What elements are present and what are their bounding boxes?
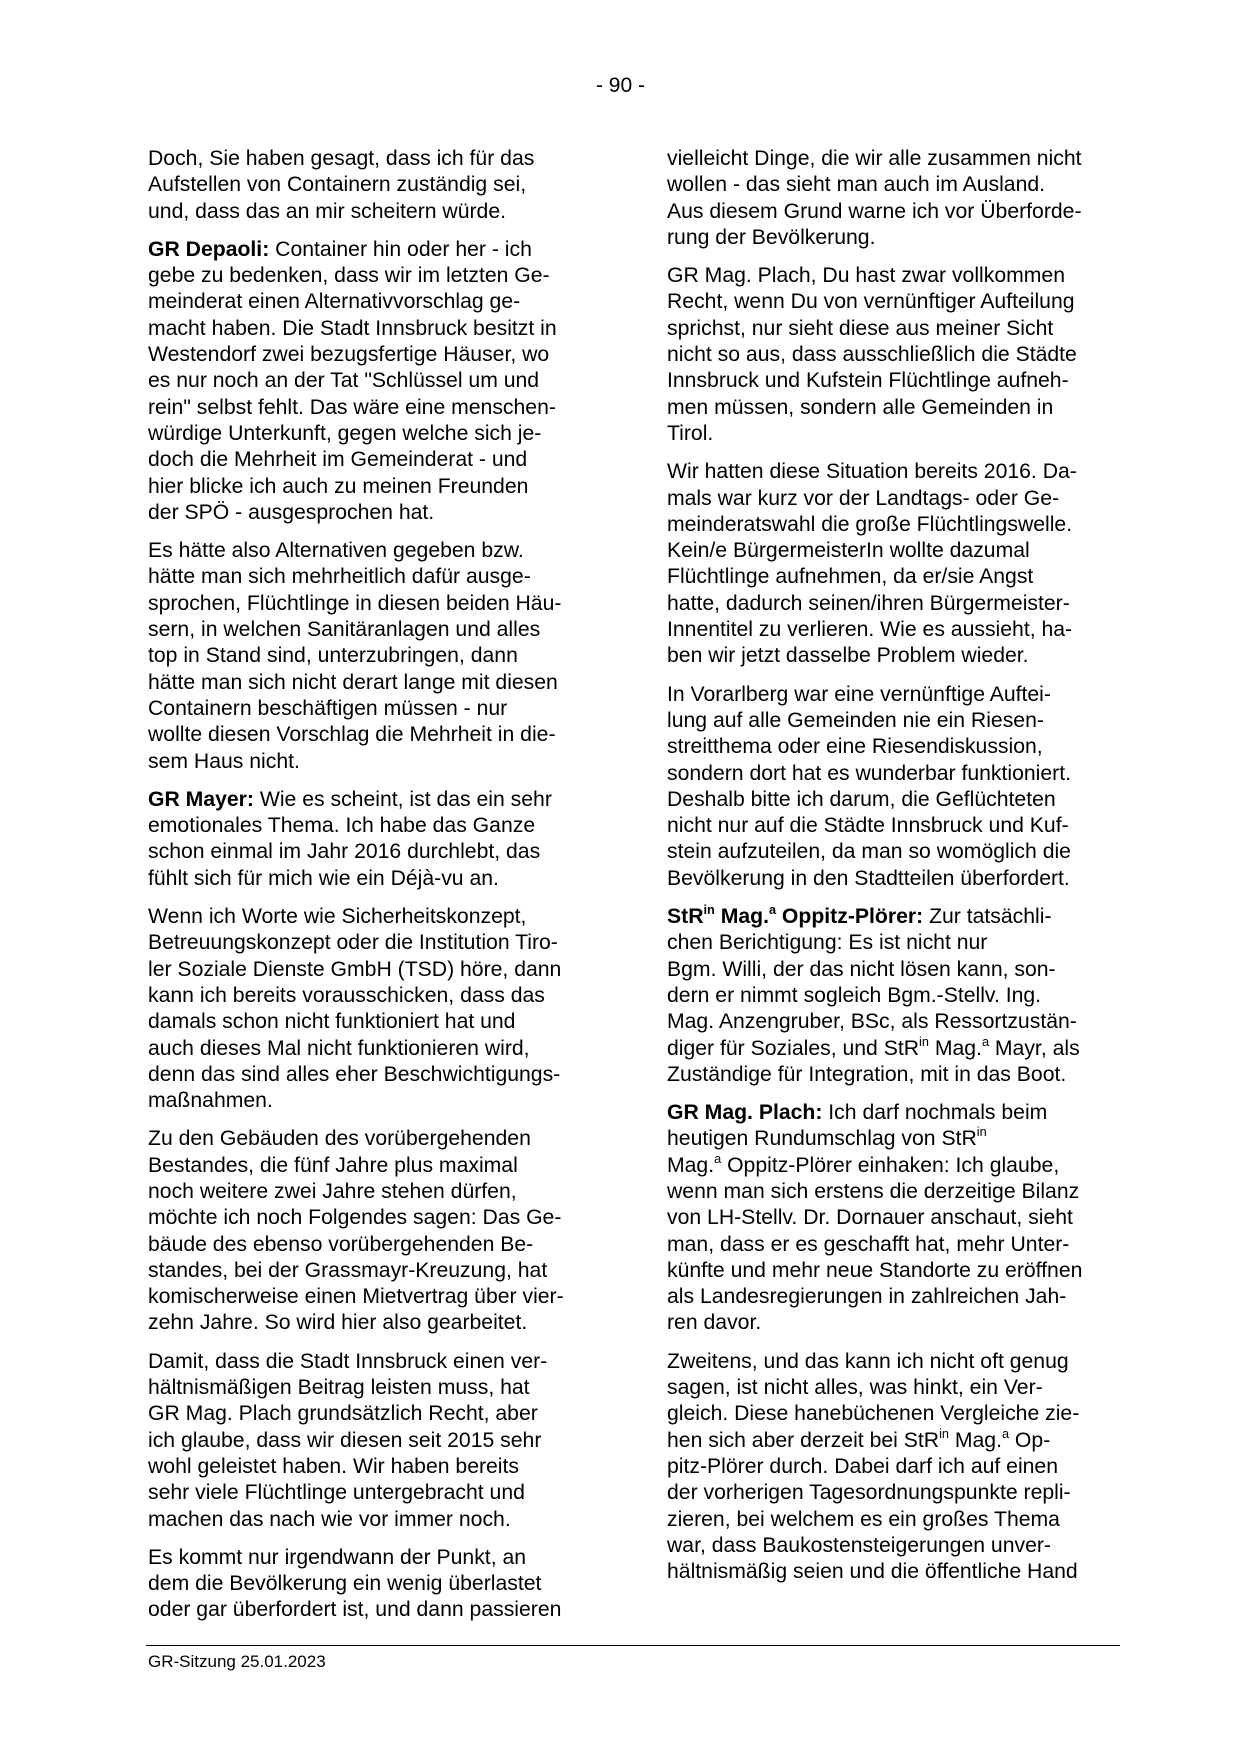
superscript: a bbox=[981, 1033, 990, 1049]
text: Mag. bbox=[948, 1428, 1002, 1452]
text: Zweitens, und das kann ich nicht oft genug sagen, ist nicht alles, was hinkt, ein Ver- gleich. Diese hanebüchenen Vergleiche zie- hen sich aber derzeit bei StR bbox=[667, 1349, 1080, 1452]
paragraph bbox=[148, 1126, 601, 1336]
text: Container hin oder her - ich gebe zu bedenken, dass wir im letzten Ge- meinderat einen Alternativvorschlag ge- macht haben. Die Stadt Innsbruck besitzt in Westendorf zwei bezugsfertige Häuser, wo es nur noch an der Tat "Schlüssel um und rein" selbst fehlt. Das wäre eine menschen- würdige Unterkunft, gegen welche sich je- doch die Mehrheit im Gemeinderat - und hier blicke ich auch zu meinen Freunden der SPÖ - ausgesprochen hat. bbox=[148, 237, 557, 524]
speaker-surname: Oppitz-Plörer: bbox=[776, 905, 924, 929]
text: Oppitz-Plörer einhaken: Ich glaube, wenn man sich erstens die derzeitige Bilanz von LH-Stellv. Dr. Dornauer anschaut, sieht man, dass er es geschafft hat, mehr Unter- künfte und mehr neue Standorte zu eröffnen als Landesregierungen in zahlreichen Jah- ren davor. bbox=[667, 1153, 1083, 1335]
speaker-title: StR bbox=[667, 905, 704, 929]
superscript: a bbox=[768, 902, 777, 918]
paragraph bbox=[667, 146, 1120, 251]
paragraph bbox=[148, 787, 601, 892]
paragraph bbox=[148, 237, 601, 526]
paragraph bbox=[667, 1349, 1120, 1586]
speaker-title: Mag. bbox=[714, 905, 769, 929]
text: Zur tatsächli- chen Berichtigung: Es ist nicht nur Bgm. Willi, der das nicht lösen kann, son- dern er nimmt sogleich Bgm.-Stellv. Ing. Mag. Anzengruber, BSc, als Ressortzustän- diger für Soziales, und StR bbox=[667, 905, 1077, 1060]
text: Mag. bbox=[667, 1153, 715, 1177]
footer-divider bbox=[146, 1645, 1120, 1646]
right-column bbox=[667, 146, 1120, 1597]
paragraph bbox=[667, 1100, 1120, 1337]
text: vielleicht Dinge, die wir alle zusammen nicht wollen - das sieht man auch im Ausland. Aus diesem Grund warne ich vor Überforde- rung der Bevölkerung. bbox=[667, 147, 1082, 249]
speaker-name: GR Mag. Plach: bbox=[667, 1101, 823, 1125]
paragraph bbox=[667, 263, 1120, 447]
text: Mayr, als Zuständige für Integration, mit in das Boot. bbox=[667, 1036, 1080, 1086]
footer-text: GR-Sitzung 25.01.2023 bbox=[148, 1652, 326, 1671]
superscript: in bbox=[939, 1425, 949, 1441]
text: In Vorarlberg war eine vernünftige Auftei- lung auf alle Gemeinden nie ein Riesen- streitthema oder eine Riesendiskussion, sondern dort hat es wunderbar funktioniert. Deshalb bitte ich darum, die Geflüchteten nicht nur auf die Städte Innsbruck und Kuf- stein aufzuteilen, da man so womöglich die Bevölkerung in den Stadtteilen überfordert. bbox=[667, 682, 1071, 890]
text: Wie es scheint, ist das ein sehr emotionales Thema. Ich habe das Ganze schon einmal im Jahr 2016 durchlebt, das fühlt sich für mich wie ein Déjà-vu an. bbox=[148, 787, 552, 890]
text: Ich darf nochmals beim heutigen Rundumschlag von StR bbox=[667, 1101, 1048, 1151]
superscript: in bbox=[919, 1033, 929, 1049]
speaker-name bbox=[667, 902, 924, 929]
text: Damit, dass die Stadt Innsbruck einen ver- hältnismäßigen Beitrag leisten muss, hat GR Mag. Plach grundsätzlich Recht, aber ich glaube, dass wir diesen seit 2015 sehr wohl geleistet haben. Wir haben bereits sehr viele Flüchtlinge untergebracht und machen das nach wie vor immer noch. bbox=[148, 1349, 548, 1531]
text: Wir hatten diese Situation bereits 2016. Da- mals war kurz vor der Landtags- oder Ge- meinderatswahl die große Flüchtlingswelle. Kein/e BürgermeisterIn wollte dazumal Flüchtlinge aufnehmen, da er/sie Angst hatte, dadurch seinen/ihren Bürgermeister- Innentitel zu verlieren. Wie es aussieht, ha- ben wir jetzt dasselbe Problem wieder. bbox=[667, 460, 1077, 668]
paragraph bbox=[148, 904, 601, 1114]
text: Op- pitz-Plörer durch. Dabei darf ich auf einen der vorherigen Tagesordnungspunkte repli- zieren, bei welchem es ein großes Thema war, dass Baukostensteigerungen unver- hältnismäßig seien und die öffentliche Hand bbox=[667, 1428, 1078, 1584]
text: GR Mag. Plach, Du hast zwar vollkommen Recht, wenn Du von vernünftiger Aufteilung sprichst, nur sieht diese aus meiner Sicht nicht so aus, dass ausschließlich die Städte Innsbruck und Kufstein Flüchtlinge aufneh- men müssen, sondern alle Gemeinden in Tirol. bbox=[667, 264, 1077, 445]
speaker-name: GR Mayer: bbox=[148, 787, 254, 811]
paragraph bbox=[148, 538, 601, 775]
paragraph bbox=[148, 1545, 601, 1624]
superscript: in bbox=[976, 1124, 987, 1140]
text: Mag. bbox=[928, 1036, 982, 1060]
text: Zu den Gebäuden des vorübergehenden Bestandes, die fünf Jahre plus maximal noch weitere zwei Jahre stehen dürfen, möchte ich noch Folgendes sagen: Das Ge- bäude des ebenso vorübergehenden Be- standes, bei der Grassmayr-Kreuzung, hat komischerweise einen Mietvertrag über vier- zehn Jahre. So wird hier also gearbeitet. bbox=[148, 1127, 564, 1335]
superscript: a bbox=[714, 1150, 722, 1166]
text: Es kommt nur irgendwann der Punkt, an dem die Bevölkerung ein wenig überlastet oder gar überfordert ist, und dann passieren bbox=[148, 1545, 562, 1622]
text: Es hätte also Alternativen gegeben bzw. hätte man sich mehrheitlich dafür ausge- sprochen, Flüchtlinge in diesen beiden Häu- sern, in welchen Sanitäranlagen und alles top in Stand sind, unterzubringen, dann hätte man sich nicht derart lange mit diesen Containern beschäftigen müssen - nur wollte diesen Vorschlag die Mehrheit in die- sem Haus nicht. bbox=[148, 539, 562, 773]
text: Doch, Sie haben gesagt, dass ich für das Aufstellen von Containern zuständig sei, und, dass das an mir scheitern würde. bbox=[148, 147, 535, 223]
left-column bbox=[148, 146, 601, 1636]
superscript: a bbox=[1001, 1425, 1010, 1441]
paragraph bbox=[667, 459, 1120, 669]
text: Wenn ich Worte wie Sicherheitskonzept, Betreuungskonzept oder die Institution Tiro- ler Soziale Dienste GmbH (TSD) höre, dann kann ich bereits vorausschicken, dass das damals schon nicht funktioniert hat und auch dieses Mal nicht funktionieren wird, denn das sind alles eher Beschwichtigungs- maßnahmen. bbox=[148, 905, 562, 1113]
paragraph bbox=[667, 682, 1120, 892]
page-number: - 90 - bbox=[595, 74, 645, 97]
speaker-name: GR Depaoli: bbox=[148, 237, 270, 261]
paragraph bbox=[667, 904, 1120, 1088]
paragraph bbox=[148, 146, 601, 225]
superscript: in bbox=[703, 902, 715, 918]
paragraph bbox=[148, 1349, 601, 1533]
